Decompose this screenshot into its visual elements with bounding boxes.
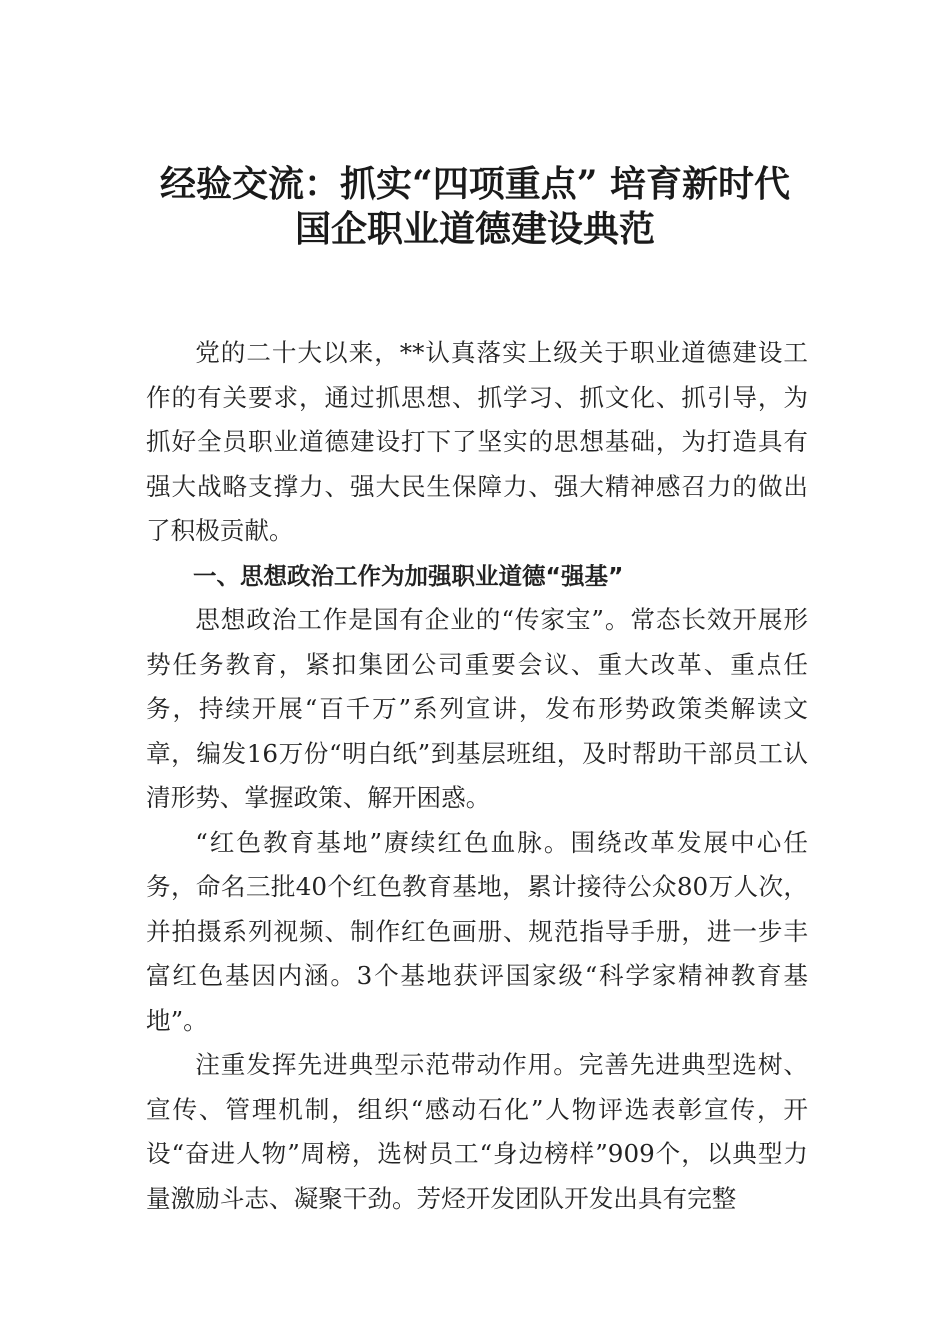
body-paragraph: 注重发挥先进典型示范带动作用。完善先进典型选树、宣传、管理机制，组织“感动石化”人物评选表彰宣传，开设“奋进人物”周榜，选树员工“身边榜样”909个，以典型力量激励斗志、凝聚干劲。芳烃开发团队开发出具有完整 xyxy=(146,1050,808,1213)
document-title-line-2: 国企职业道德建设典范 xyxy=(294,208,655,250)
document-body xyxy=(146,331,808,1221)
document-title-line-1: 经验交流：抓实“四项重点” 培育新时代 xyxy=(160,163,790,205)
body-paragraph: 思想政治工作是国有企业的“传家宝”。常态长效开展形势任务教育，紧扣集团公司重要会议、重大改革、重点任务，持续开展“百千万”系列宣讲，发布形势政策类解读文章，编发16万份“明白纸”到基层班组，及时帮助干部员工认清形势、掌握政策、解开困惑。 xyxy=(146,605,808,812)
intro-paragraph: 党的二十大以来，**认真落实上级关于职业道德建设工作的有关要求，通过抓思想、抓学习、抓文化、抓引导，为抓好全员职业道德建设打下了坚实的思想基础，为打造具有强大战略支撑力、强大民生保障力、强大精神感召力的做出了积极贡献。 xyxy=(146,338,808,545)
section-heading: 一、思想政治工作为加强职业道德“强基” xyxy=(193,561,624,590)
body-paragraph: “红色教育基地”赓续红色血脉。围绕改革发展中心任务，命名三批40个红色教育基地，累计接待公众80万人次，并拍摄系列视频、制作红色画册、规范指导手册，进一步丰富红色基因内涵。3个基地获评国家级“科学家精神教育基地”。 xyxy=(146,827,808,1035)
